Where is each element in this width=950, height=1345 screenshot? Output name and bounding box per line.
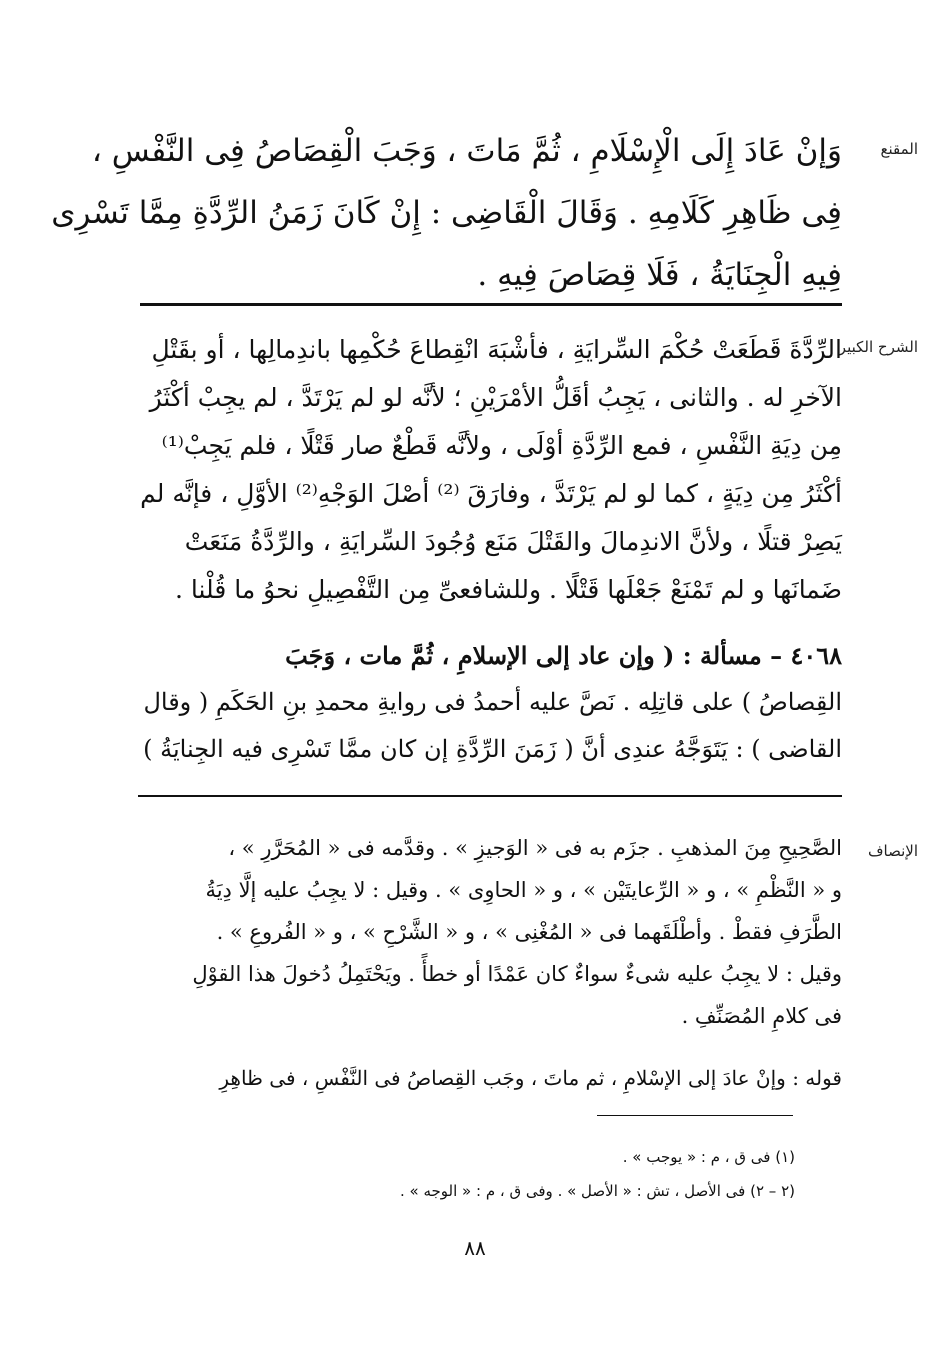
- sharh-line: الرِّدَّةَ قَطَعَتْ حُكْمَ السِّرايَةِ ، فأشْبَهَ انْقِطاعَ حُكْمِها باندِمالِها ، أو بقَتْلِ: [151, 335, 842, 364]
- muqni-line: فِيهِ الْجِنَايَةُ ، فَلَا قِصَاصَ فِيهِ .: [477, 257, 842, 293]
- sharh-line: ضَمانَها و لم تَمْنَعْ جَعْلَها قَتْلًا . وللشافعىِّ مِن التَّفْصِيلِ نحوُ ما قُلْنا .: [174, 575, 842, 604]
- section-divider-thick: [140, 303, 842, 306]
- section-divider-thin: [138, 795, 842, 797]
- insaf-line: الطَّرَفِ فقطْ . وأطْلَقَهما فى « المُغْنِى » ، و « الشَّرْحِ » ، و « الفُروعِ » .: [216, 920, 842, 944]
- muqni-line: وَإنْ عَادَ إِلَى الْإِسْلَامِ ، ثُمَّ مَاتَ ، وَجَبَ الْقِصَاصُ فِى النَّفْسِ ،: [91, 133, 842, 169]
- section-label-insaf: الإنصاف: [867, 842, 918, 860]
- masala-text: [132, 632, 842, 773]
- muqni-text: [51, 120, 842, 306]
- page-number: ٨٨: [464, 1236, 486, 1260]
- sharh-line: مِن دِيَةِ النَّفْسِ ، فمع الرِّدَّةِ أوْلَى ، ولأنَّه قَطْعٌ صار قَتْلًا ، فلم يَجِبْ⁽¹⁾: [161, 431, 842, 460]
- muqni-line: فِى ظَاهِرِ كَلَامِهِ . وَقَالَ الْقَاضِى : إِنْ كَانَ زَمَنُ الرِّدَّةِ مِمَّا تَسْرِى: [51, 195, 842, 231]
- insaf-line: و « النَّظْمِ » ، و « الرِّعايتَيْن » ، و « الحاوِى » . وقيل : لا يجِبُ عليه إلَّا دِيَةُ: [205, 878, 842, 902]
- sharh-text: [132, 326, 842, 614]
- footnote: (٢ – ٢) فى الأصل ، تش : « الأصل » . وفى ق ، م : « الوجه » .: [400, 1182, 795, 1200]
- sharh-line: يَصِرْ قتلًا ، ولأنَّ الاندِمالَ والقَتْلَ مَنَع وُجُودَ السِّرايَةِ ، والرِّدَّةُ مَنَعَتْ: [184, 527, 842, 556]
- masala-line: القاضى ) : يَتَوَجَّهُ عندِى أنَّ ( زَمَنَ الرِّدَّةِ إن كان ممَّا تَسْرِى فيه الجِنايَةُ ): [143, 735, 842, 763]
- qawluh-line: قوله : وإنْ عادَ إلى الإسْلامِ ، ثم ماتَ ، وجَب القِصاصُ فى النَّفْسِ ، فى ظاهِرِ: [219, 1066, 842, 1090]
- qawluh-text: [132, 1058, 842, 1098]
- footnote-divider: [597, 1115, 793, 1116]
- footnote: (١) فى ق ، م : « يوجب » .: [622, 1148, 795, 1166]
- insaf-line: وقيل : لا يجِبُ عليه شىءٌ سواءٌ كان عَمْدًا أو خطأً . ويَحْتَمِلُ دُخولَ هذا القوْلِ: [192, 962, 842, 986]
- insaf-line: الصَّحِيحِ مِنَ المذهبِ . جزَم به فى « الوَجيزِ » . وقدَّمه فى « المُحَرَّرِ » ،: [228, 836, 842, 860]
- footnotes: [400, 1140, 795, 1208]
- insaf-line: فى كلامِ المُصَنِّفِ .: [681, 1004, 842, 1028]
- masala-line: القِصاصُ ) على قاتِلِه . نَصَّ عليه أحمدُ فى روايةِ محمدِ بنِ الحَكَمِ ( وقال: [143, 688, 842, 716]
- masala-line: ٤٠٦٨ – مسألة : ( وإن عاد إلى الإسلامِ ، ثُمَّ مات ، وَجَبَ: [285, 641, 842, 670]
- sharh-line: أكْثَرُ مِن دِيَةٍ ، كما لو لم يَرْتَدَّ ، وفارَقَ ⁽²⁾ أصْلَ الوَجْهِ⁽²⁾ الأوَّلِ ، فإنَّه لم: [140, 479, 842, 508]
- insaf-text: [132, 827, 842, 1037]
- sharh-line: الآخرِ له . والثانى ، يَجِبُ أقَلُّ الأمْرَيْنِ ؛ لأنَّه لو لم يَرْتَدَّ ، لم يجِبْ أكْثَرُ: [149, 383, 842, 412]
- section-label-sharh: الشرح الكبير: [838, 338, 918, 356]
- section-label-muqni: المقنع: [880, 140, 918, 158]
